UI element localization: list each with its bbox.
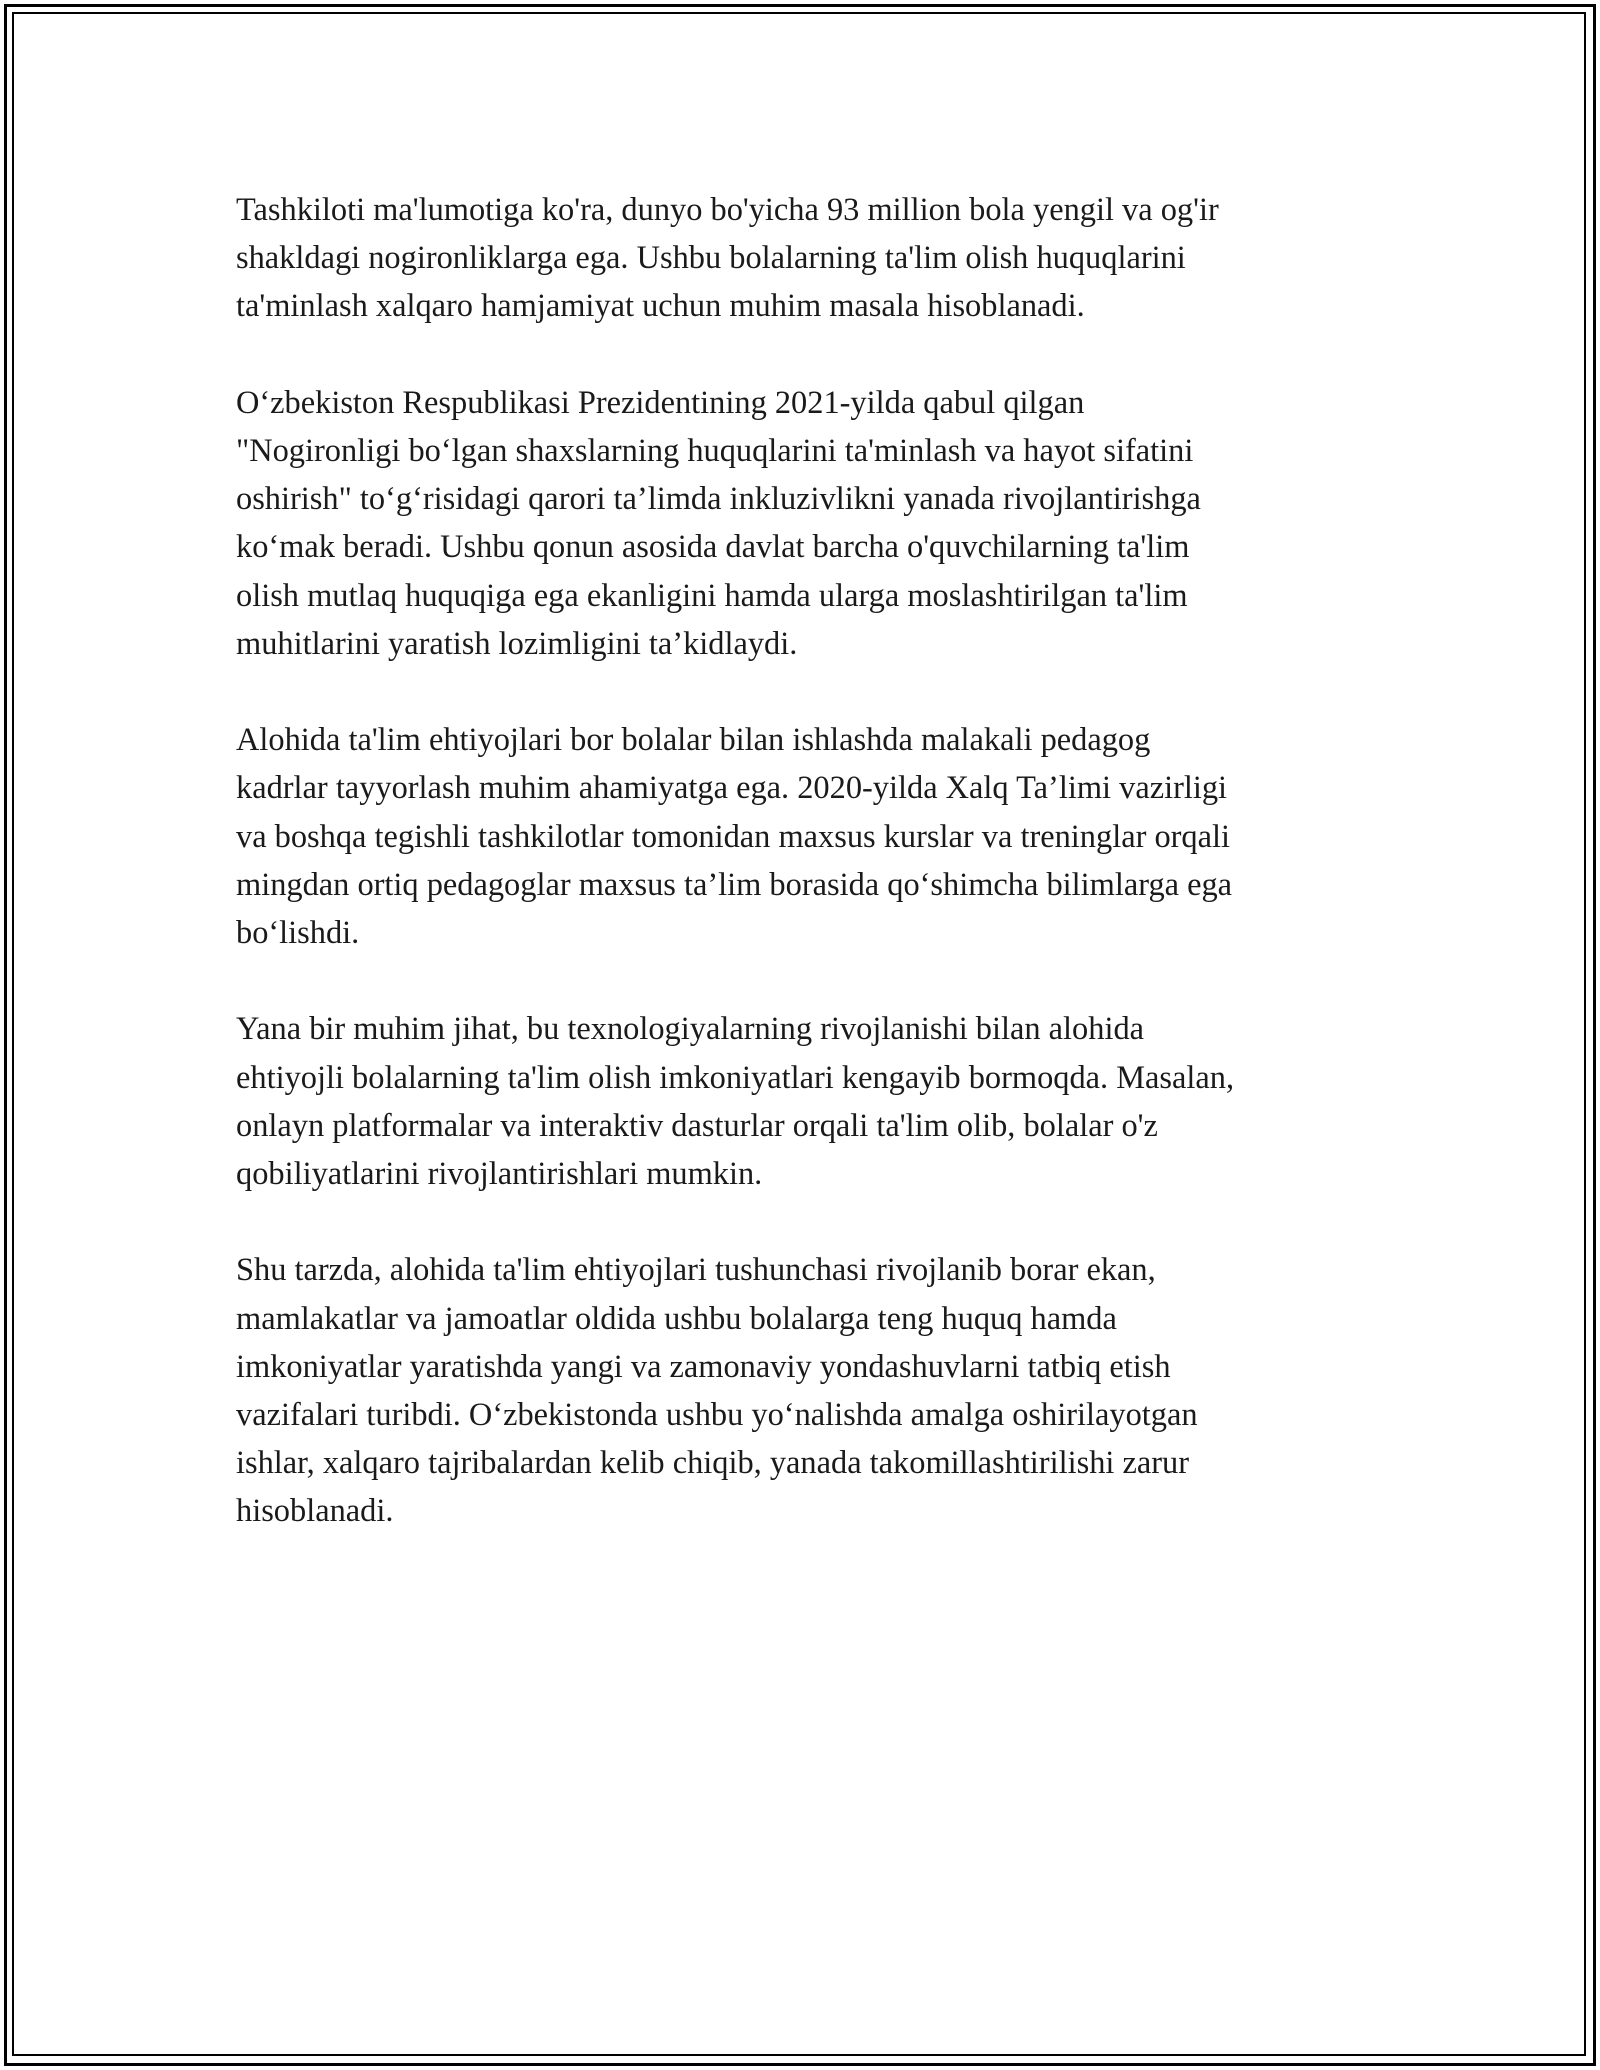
paragraph-statistics: Tashkiloti ma'lumotiga ko'ra, dunyo bo'yicha 93 million bola yengil va og'ir shakldagi nogironliklarga ega. Ushbu bolalarning ta'lim olish huquqlarini ta'minlash xalqaro hamjamiyat uchun muhim masala hisoblanadi. — [236, 192, 1219, 325]
paragraph-technology: Yana bir muhim jihat, bu texnologiyalarning rivojlanishi bilan alohida ehtiyojli bolalarning ta'lim olish imkoniyatlari kengayib bormoqda. Masalan, onlayn platformalar va interaktiv dasturlar orqali ta'lim olib, bolalar o'z qobiliyatlarini rivojlantirishlari mumkin. — [236, 1011, 1235, 1193]
paragraph-presidential-decree: O‘zbekiston Respublikasi Prezidentining 2021-yilda qabul qilgan "Nogironligi bo‘lgan shaxslarning huquqlarini ta'minlash va hayot sifatini oshirish" to‘g‘risidagi qarori ta’limda inkluzivlikni yanada rivojlantirishga ko‘mak beradi. Ushbu qonun asosida davlat barcha o'quvchilarning ta'lim olish mutlaq huquqiga ega ekanligini hamda ularga moslashtirilgan ta'lim muhitlarini yaratish lozimligini ta’kidlaydi. — [236, 384, 1201, 662]
paragraph-conclusion: Shu tarzda, alohida ta'lim ehtiyojlari tushunchasi rivojlanib borar ekan, mamlakatlar va jamoatlar oldida ushbu bolalarga teng huquq hamda imkoniyatlar yaratishda yangi va zamonaviy yondashuvlarni tatbiq etish vazifalari turibdi. O‘zbekistonda ushbu yo‘nalishda amalga oshirilayotgan ishlar, xalqaro tajribalardan kelib chiqib, yanada takomillashtirilishi zarur hisoblanadi. — [236, 1252, 1198, 1530]
document-body — [236, 186, 1376, 1584]
paragraph-teacher-training: Alohida ta'lim ehtiyojlari bor bolalar bilan ishlashda malakali pedagog kadrlar tayyorlash muhim ahamiyatga ega. 2020-yilda Xalq Ta’limi vazirligi va boshqa tegishli tashkilotlar tomonidan maxsus kurslar va treninglar orqali mingdan ortiq pedagoglar maxsus ta’lim borasida qo‘shimcha bilimlarga ega bo‘lishdi. — [236, 722, 1233, 952]
